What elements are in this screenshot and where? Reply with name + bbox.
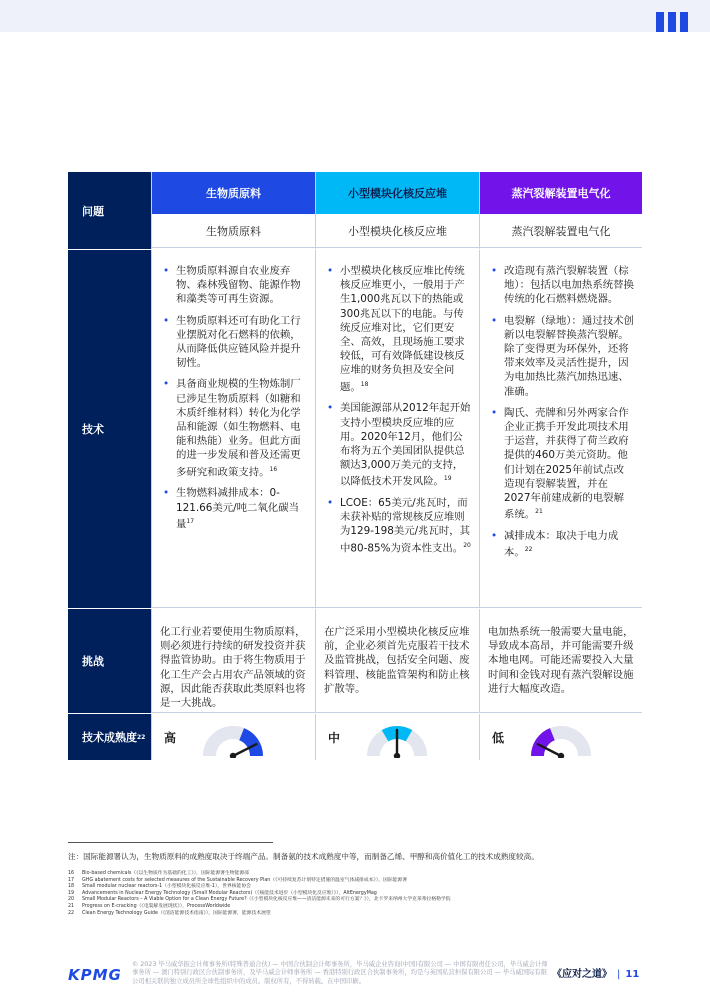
list-item: • 生物燃料减排成本：0-121.66美元/吨二氧化碳当量$^{17}$ [160,486,307,531]
cracker-challenge-cell: 电加热系统一般需要大量电能，导致成本高昂，并可能需要升级本地电网。可能还需要投入大量时间和金钱对现有蒸汽裂解设施进行大幅度改造。 [479,609,642,713]
row-label-issue: 问题 [68,172,151,249]
notes-section [68,842,648,917]
biomass-maturity-cell [151,714,315,760]
notes-divider [68,842,273,843]
challenge-row [68,609,642,714]
list-item: • LCOE：65美元/兆瓦时，而未获补贴的常规核反应堆则为129-198美元/兆瓦时，其中80-85%为资本性支出。$^{20}$ [324,496,471,555]
footnote: 17 GHG abatement costs for selected measures of the Sustainable Recovery Plan（《可持续复苏计划特定措施的温室气体减排成本》），国际能源署 [68,877,408,883]
biomass-challenge-cell: 化工行业若要使用生物质原料，则必须进行持续的研发投资并获得监管协助。由于将生物质用于化工生产会占用农产品领域的资源，因此能否获取此类原料也将是一大挑战。 [151,609,315,713]
page-number: 11 [625,969,640,980]
biomass-technology-cell [151,250,315,608]
list-item: • 电裂解（绿地）：通过技术创新以电裂解替换蒸汽裂解。除了变得更为环保外，还将带来效率及灵活性提升，因为电加热比蒸汽加热迅速、准确。 [488,314,634,399]
gauge-hub [394,753,400,758]
notes-main: 注：国际能源署认为，生物质原料的成熟度取决于终端产品。制备氨的技术成熟度中等，而制备乙烯、甲醇和高价值化工的技术成熟度较高。 [68,852,539,861]
document-title: 《应对之道》 [552,969,612,980]
kpmg-logo: KPMG [68,966,122,984]
page-footer [0,952,710,1005]
column-subheader: 生物质原料 [152,214,315,248]
column-biomass-header [151,172,315,249]
top-band [0,0,710,32]
footnote: 22 Clean Energy Technology Guide（《清洁能源技术指南》），国际能源署，能源技术展望 [68,910,271,916]
list-item: • 生物质原料源自农业废弃物、森林残留物、能源作物和藻类等可再生资源。 [160,264,307,307]
column-subheader: 蒸汽裂解装置电气化 [480,214,642,248]
column-header: 蒸汽裂解装置电气化 [480,172,642,214]
cracker-technology-cell [479,250,642,608]
column-smr-header [315,172,479,249]
list-item: • 美国能源部从2012年起开始支持小型模块反应堆的应用。2020年12月，他们公布将为五个美国团队提供总额达3,000万美元的支持，以降低技术开发风险。$^{19}$ [324,401,471,489]
list-item: • 改造现有蒸汽裂解装置（棕地）：包括以电加热系统替换传统的化石燃料燃烧器。 [488,264,634,307]
footnotes-list [68,871,648,917]
row-label-technology: 技术 [68,250,151,608]
list-item: • 具备商业规模的生物炼制厂已涉足生物质原料（如糖和木质纤维材料）转化为化学品和能源（如生物燃料、电能和热能）业务。但此方面的进一步发展和普及还需更多研究和政策支持。$^{16}$ [160,377,307,479]
footnote: 16 Bio-based chemicals（《以生物质作为基础的化工》），国际能源署生物能源部 [68,871,249,876]
footnote: 21 Progress on E-cracking（《电裂解发展现状》），ProcessWorldwide [68,903,231,909]
list-item: • 生物质原料还可有助化工行业摆脱对化石燃料的依赖，从而降低供应链风险并提升韧性。 [160,314,307,371]
list-item: • 小型模块化核反应堆比传统核反应堆更小，一般用于产生1,000兆瓦以下的热能或300兆瓦以下的电能。与传统反应堆对比，它们更安全、高效，且现场施工要求较低，可有效降低建设核反应堆的财务负担及安全问题。$^{18}$ [324,264,471,394]
row-label-challenge: 挑战 [68,609,151,713]
list-item: • 陶氏、壳牌和另外两家合作企业正携手开发此项技术用于运营，并获得了荷兰政府提供的460万美元资助。他们计划在2025年前试点改造现有裂解装置，并在2027年前建成新的电裂解系统。$^{21}$ [488,406,634,522]
cracker-maturity-cell [479,714,642,760]
footnote: 20 Small Modular Reactors – A Viable Option for a Clean Energy Future?（《小型模块化核反应堆——清洁能源未来的可行方案？》），北卡罗来纳州大学克莱弗拉格勒学院 [68,897,451,903]
column-cracker-header [479,172,642,249]
smr-maturity-cell [315,714,479,760]
smr-challenge-cell: 在广泛采用小型模块化核反应堆前，企业必须首先克服若干技术及监管挑战，包括安全问题、废料管理、核能监管架构和防止核扩散等。 [315,609,479,713]
smr-technology-cell [315,250,479,608]
copyright-text: © 2023 毕马威华振会计师事务所(特殊普通合伙) — 中国合伙制会计师事务所，毕马威企业咨询(中国)有限公司 — 中国有限责任公司，毕马威会计师事务所 — 澳门特别行政区合伙制事务所，及毕马威会计师事务所 — 香港特别行政区合伙制事务所，均是与英国私营担保有限公司 — 毕马威国际有限公司相关联的独立成员所全球性组织中的成员。版权所有，不得转载。在中国印刷。 [132,961,548,985]
technology-row [68,250,642,609]
table-header-row [68,172,642,250]
column-subheader: 小型模块化核反应堆 [316,214,479,248]
maturity-gauge [362,718,432,758]
brand-bars-logo [656,12,688,32]
footnote: 19 Advancements in Nuclear Energy Technology (Small Modular Reactors)（《核能技术进步（小型模块化反应堆）》），AltEnergyMag [68,890,377,896]
footnote: 18 Small modular nuclear reactors-1（小型模块化核反应堆-1），世界核能协会 [68,884,251,890]
maturity-gauge [198,718,268,758]
technology-table [68,172,642,760]
maturity-row [68,714,642,760]
column-header: 小型模块化核反应堆 [316,172,479,214]
maturity-level: 高 [164,730,177,745]
list-item: • 减排成本：取决于电力成本。$^{22}$ [488,529,634,560]
column-header: 生物质原料 [152,172,315,214]
page-marker: 《应对之道》 | 11 [552,969,640,980]
maturity-gauge [526,718,596,758]
maturity-level: 低 [492,730,505,745]
row-label-maturity: 技术成熟度 22 [68,714,151,760]
maturity-level: 中 [328,730,341,745]
